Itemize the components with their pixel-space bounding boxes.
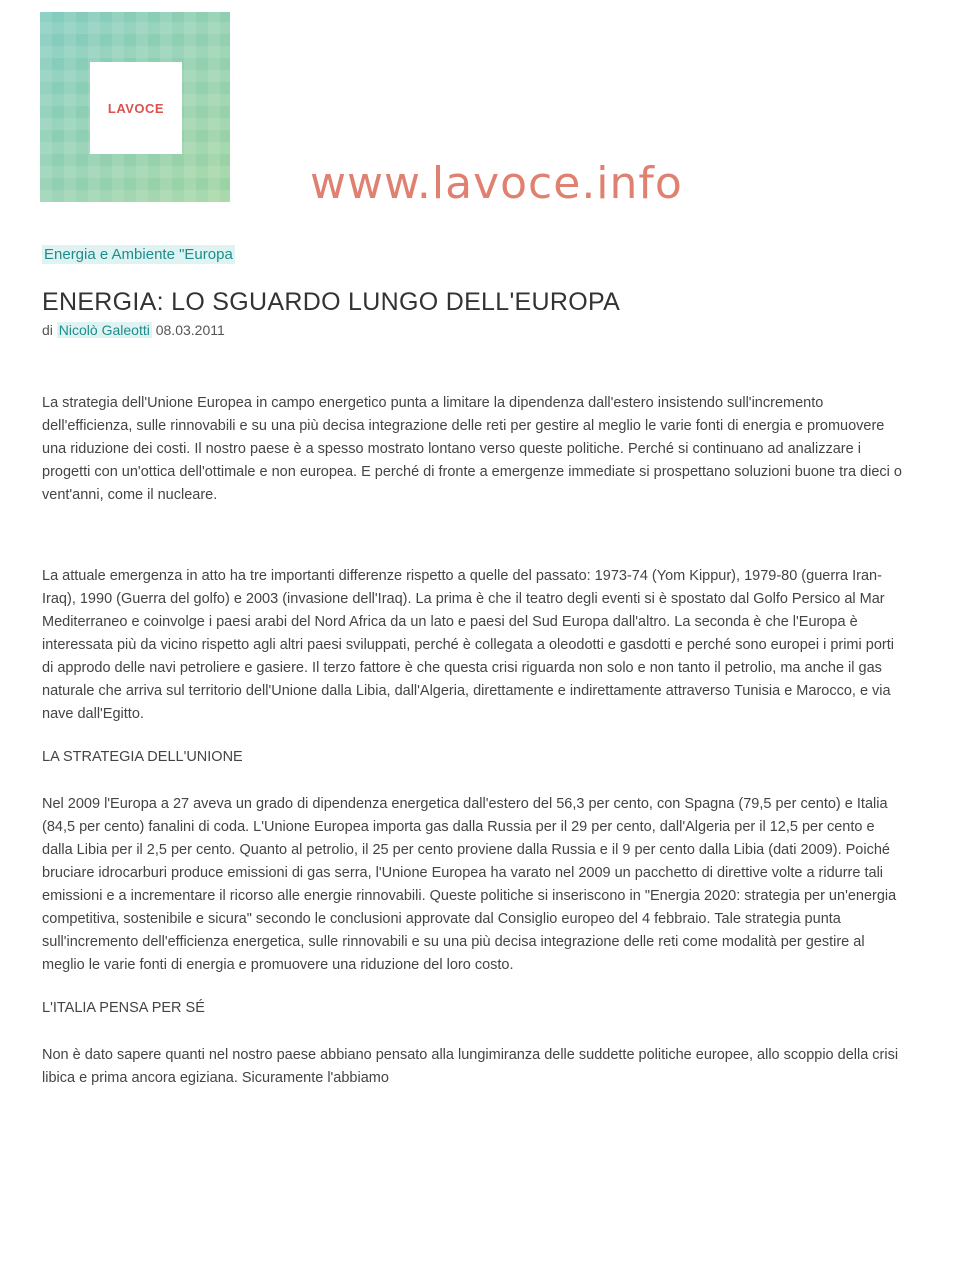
byline-prefix: di bbox=[42, 322, 53, 338]
article-date: 08.03.2011 bbox=[155, 322, 225, 338]
lavoce-logo[interactable] bbox=[40, 12, 230, 202]
section-heading: L'ITALIA PENSA PER SÉ bbox=[42, 1000, 205, 1016]
article-byline bbox=[42, 322, 225, 338]
article-paragraph: Nel 2009 l'Europa a 27 aveva un grado di dipendenza energetica dall'estero del 56,3 per cento, con Spagna (79,5 per cento) e Italia (84,5 per cento) fanalini di coda. L'Unione Europea importa gas dalla Russia per il 29 per cento, dall'Algeria per il 12,5 per cento e dalla Libia per il 2,5 per cento. Quanto al petrolio, il 25 per cento proviene dalla Russia e il 9 per cento dalla Libia (dati 2009). Poiché bruciare idrocarburi produce emissioni di gas serra, l'Unione Europea ha varato nel 2009 un pacchetto di direttive volte a ridurre tali emissioni e a incrementare il ricorso alle energie rinnovabili. Queste politiche si inseriscono in "Energia 2020: strategia per un'energia competitiva, sostenibile e sicura" secondo le conclusioni approvate dal Consiglio europeo del 4 febbraio. Tale strategia punta sull'incremento dell'efficienza energetica, sulle rinnovabili e su una più decisa integrazione delle reti come modalità per gestire al meglio le varie fonti di energia e promuovere una riduzione del loro costo. bbox=[42, 796, 897, 973]
category-link[interactable]: Energia e Ambiente "Europa bbox=[44, 246, 233, 263]
article-paragraph: Non è dato sapere quanti nel nostro paese abbiano pensato alla lungimiranza delle suddette politiche europee, allo scoppio della crisi libica e prima ancora egiziana. Sicuramente l'abbiamo bbox=[42, 1047, 899, 1086]
article-title: ENERGIA: LO SGUARDO LUNGO DELL'EUROPA bbox=[42, 288, 621, 316]
article-paragraph: La attuale emergenza in atto ha tre importanti differenze rispetto a quelle del passato: 1973-74 (Yom Kippur), 1979-80 (guerra Iran-Iraq), 1990 (Guerra del golfo) e 2003 (invasione dell'Iraq). La prima è che il teatro degli eventi si è spostato dal Golfo Persico al Mar Mediterraneo e coinvolge i paesi arabi del Nord Africa da un lato e paesi del Sud Europa dall'altro. La seconda è che l'Europa è interessata più da vicino rispetto agli altri paesi sviluppati, perché è collegata a oleodotti e gasdotti e perché sono europei i primi porti di approdo delle navi petroliere e gasiere. Il terzo fattore è che questa crisi riguarda non solo e non tanto il petrolio, ma anche il gas naturale che arriva sul territorio dell'Unione dalla Libia, dall'Algeria, direttamente e indirettamente attraverso Tunisia e Marocco, e via nave dall'Egitto. bbox=[42, 568, 894, 722]
article-summary: La strategia dell'Unione Europea in campo energetico punta a limitare la dipendenza dall'estero insistendo sull'incremento dell'efficienza, sulle rinnovabili e su una più decisa integrazione delle reti per gestire al meglio le varie fonti di energia e promuovere una riduzione dei costi. Il nostro paese è a spesso mostrato lontano verso queste politiche. Perché si continuano ad analizzare i progetti con un'ottica dell'ottimale e non europea. E perché di fronte a emergenze immediate si prospettano soluzioni buone tra dieci o vent'anni, come il nucleare. bbox=[42, 395, 902, 503]
logo-inner-square bbox=[90, 62, 182, 154]
logo-text: LAVOCE bbox=[107, 100, 165, 116]
section-heading: LA STRATEGIA DELL'UNIONE bbox=[42, 749, 243, 765]
article-body bbox=[42, 392, 908, 1110]
author-link[interactable]: Nicolò Galeotti bbox=[58, 322, 150, 338]
site-url[interactable]: www.lavoce.info bbox=[310, 158, 683, 209]
